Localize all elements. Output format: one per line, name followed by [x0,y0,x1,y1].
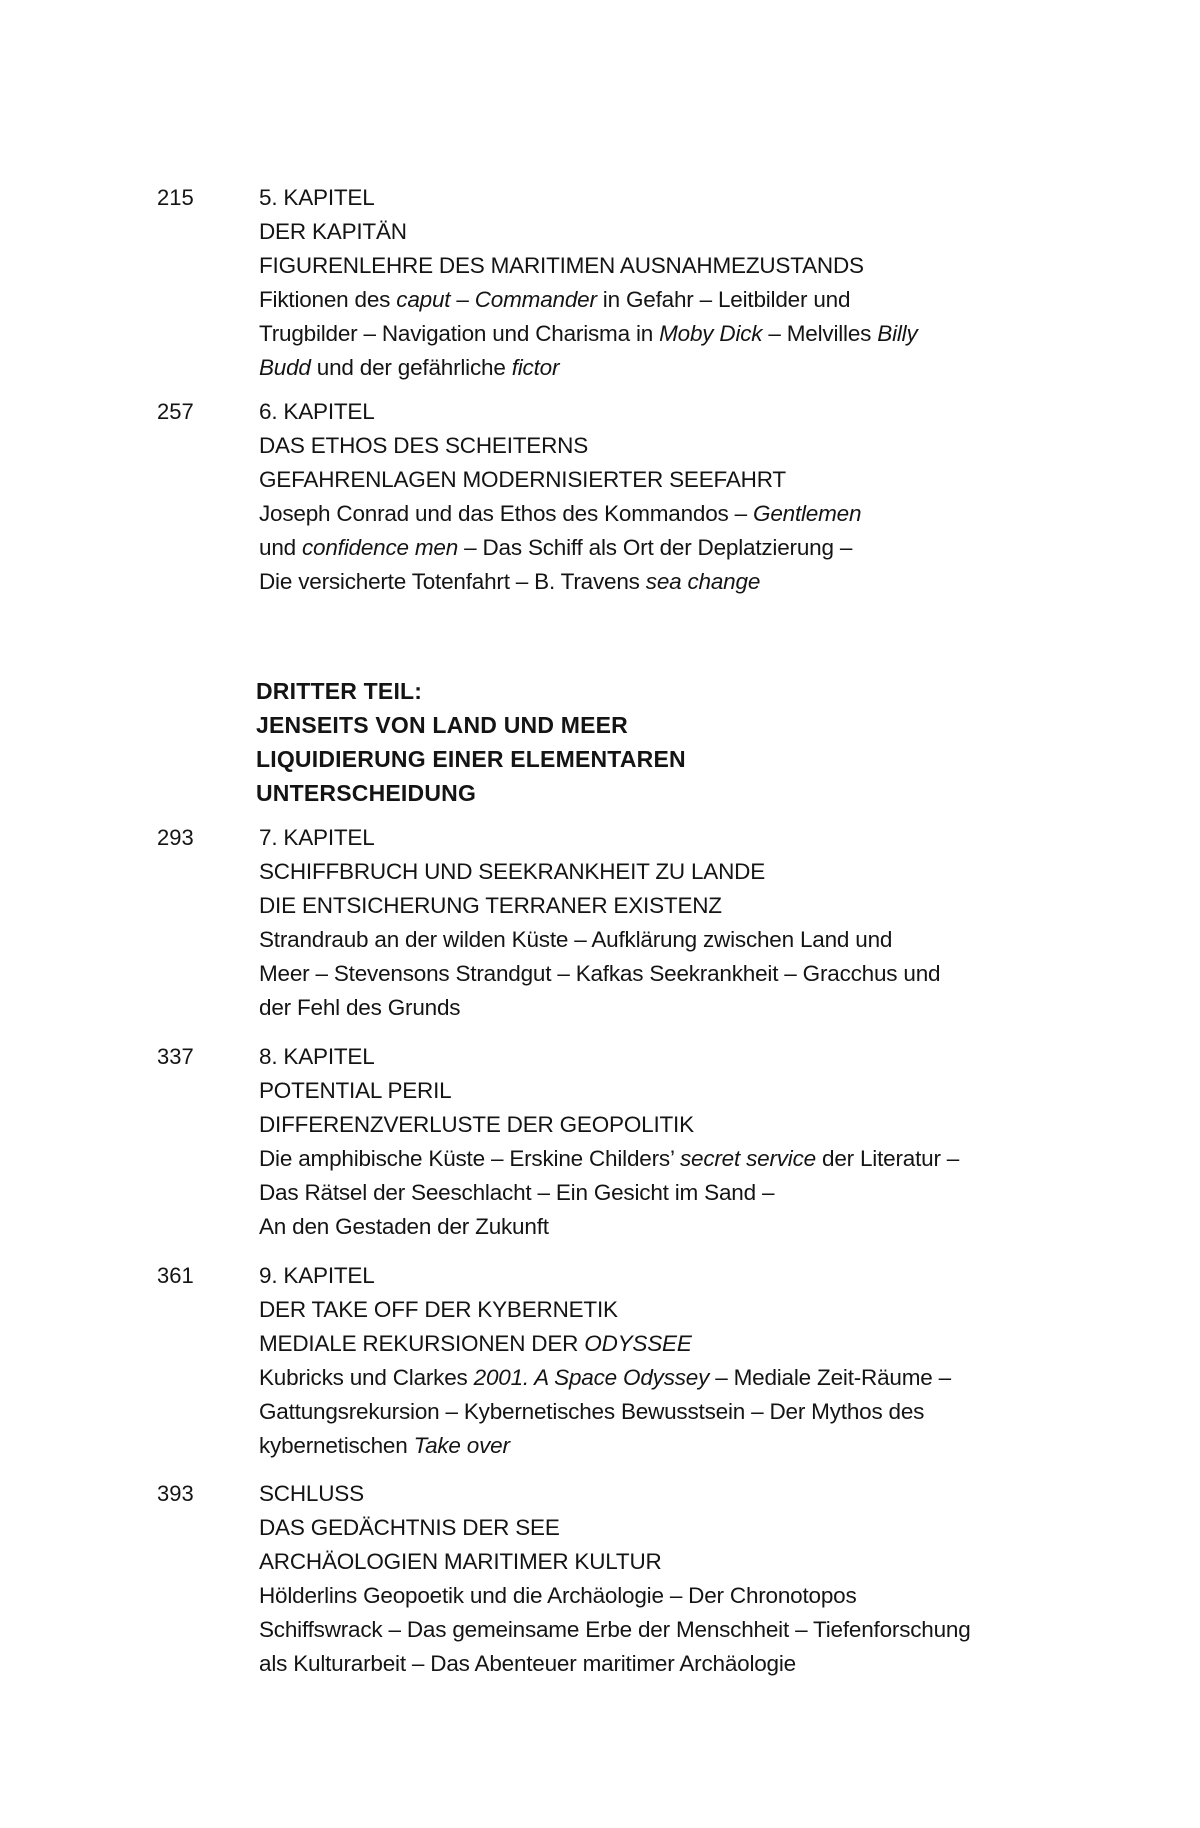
italic-text: Gentlemen [753,501,862,526]
chapter-subtitle: GEFAHRENLAGEN MODERNISIERTER SEEFAHRT [259,467,786,492]
entry-text [259,181,1159,385]
chapter-title: DAS GEDÄCHTNIS DER SEE [259,1515,560,1540]
part-heading-line: UNTERSCHEIDUNG [256,780,477,806]
chapter-description-line: der Fehl des Grunds [259,995,461,1020]
entry-text [259,1477,1159,1681]
entry-text [259,1259,1159,1463]
chapter-title: DER TAKE OFF DER KYBERNETIK [259,1297,618,1322]
chapter-description-line: Die amphibische Küste – Erskine Childers’ secret service der Literatur – [259,1146,960,1171]
italic-text: confidence men [302,535,459,560]
italic-text: Budd [259,355,311,380]
chapter-subtitle: ARCHÄOLOGIEN MARITIMER KULTUR [259,1549,662,1574]
chapter-description-line: Kubricks und Clarkes 2001. A Space Odyssey – Mediale Zeit-Räume – [259,1365,951,1390]
page-number: 257 [157,399,194,424]
italic-text: sea change [645,569,761,594]
chapter-description-line: kybernetischen Take over [259,1433,510,1458]
chapter-description-line: Strandraub an der wilden Küste – Aufklärung zwischen Land und [259,927,893,952]
entry-text [259,395,1159,599]
chapter-description-line: An den Gestaden der Zukunft [259,1214,549,1239]
chapter-description-line: Schiffswrack – Das gemeinsame Erbe der Menschheit – Tiefenforschung [259,1617,971,1642]
page-number: 293 [157,825,194,850]
italic-text: Take over [413,1433,510,1458]
entry-text [259,821,1159,1025]
part-heading-line: LIQUIDIERUNG EINER ELEMENTAREN [256,746,686,772]
chapter-description-line: Trugbilder – Navigation und Charisma in Moby Dick – Melvilles Billy [259,321,918,346]
chapter-title: SCHIFFBRUCH UND SEEKRANKHEIT ZU LANDE [259,859,766,884]
part-heading [256,674,1156,810]
chapter-subtitle: DIFFERENZVERLUSTE DER GEOPOLITIK [259,1112,694,1137]
chapter-subtitle: DIE ENTSICHERUNG TERRANER EXISTENZ [259,893,722,918]
chapter-description-line: Budd und der gefährliche fictor [259,355,560,380]
chapter-description-line: Hölderlins Geopoetik und die Archäologie – Der Chronotopos [259,1583,857,1608]
page-number: 215 [157,185,194,210]
page-number: 361 [157,1263,194,1288]
page-number: 393 [157,1481,194,1506]
entry-text [259,1040,1159,1244]
part-heading-line: DRITTER TEIL: [256,678,423,704]
chapter-description-line: Gattungsrekursion – Kybernetisches Bewusstsein – Der Mythos des [259,1399,925,1424]
chapter-description-line: als Kulturarbeit – Das Abenteuer maritimer Archäologie [259,1651,796,1676]
part-heading-line: JENSEITS VON LAND UND MEER [256,712,628,738]
italic-text: caput [396,287,451,312]
italic-text: Commander [474,287,597,312]
chapter-title: POTENTIAL PERIL [259,1078,452,1103]
chapter-description-line: Die versicherte Totenfahrt – B. Travens sea change [259,569,761,594]
chapter-description-line: Das Rätsel der Seeschlacht – Ein Gesicht im Sand – [259,1180,775,1205]
chapter-label: 8. KAPITEL [259,1044,375,1069]
chapter-description-line: und confidence men – Das Schiff als Ort der Deplatzierung – [259,535,853,560]
chapter-subtitle: FIGURENLEHRE DES MARITIMEN AUSNAHMEZUSTANDS [259,253,864,278]
chapter-subtitle: MEDIALE REKURSIONEN DER ODYSSEE [259,1331,692,1356]
italic-text: Moby Dick [659,321,763,346]
italic-text: fictor [511,355,560,380]
italic-text: ODYSSEE [584,1331,692,1356]
chapter-title: DER KAPITÄN [259,219,407,244]
chapter-label: 6. KAPITEL [259,399,375,424]
chapter-label: SCHLUSS [259,1481,364,1506]
chapter-label: 9. KAPITEL [259,1263,375,1288]
italic-text: 2001. A Space Odyssey [473,1365,710,1390]
chapter-description-line: Joseph Conrad und das Ethos des Kommandos – Gentlemen [259,501,862,526]
chapter-label: 5. KAPITEL [259,185,375,210]
chapter-label: 7. KAPITEL [259,825,375,850]
italic-text: Billy [877,321,918,346]
page-number: 337 [157,1044,194,1069]
chapter-title: DAS ETHOS DES SCHEITERNS [259,433,589,458]
italic-text: secret service [679,1146,816,1171]
chapter-description-line: Fiktionen des caput – Commander in Gefahr – Leitbilder und [259,287,851,312]
chapter-description-line: Meer – Stevensons Strandgut – Kafkas Seekrankheit – Gracchus und [259,961,941,986]
